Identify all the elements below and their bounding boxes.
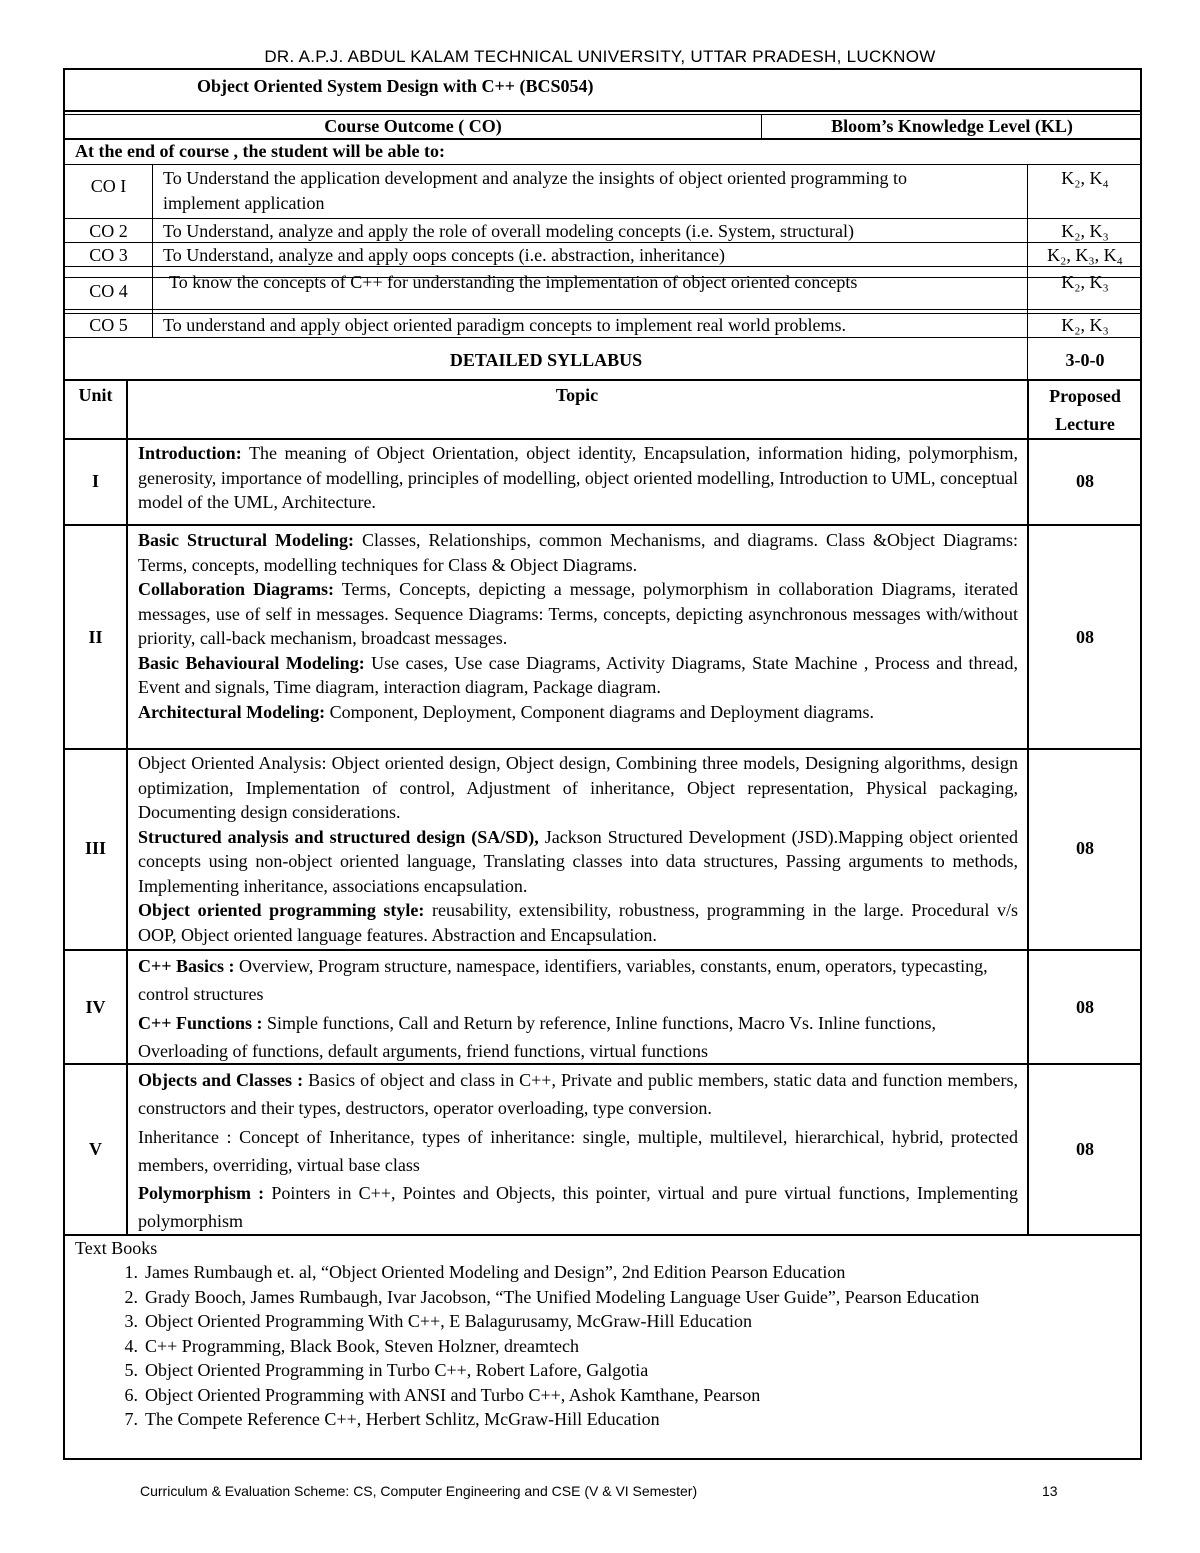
- text-books-heading: Text Books: [75, 1238, 158, 1258]
- unit-column-header: Unit: [78, 385, 113, 405]
- co-id: CO 5: [89, 315, 128, 335]
- unit-topics: [138, 1066, 1018, 1236]
- co-kl: K₂, K₃: [1061, 221, 1109, 241]
- unit-topics: [138, 528, 1018, 724]
- unit-number: V: [89, 1139, 102, 1159]
- co-id: CO I: [90, 176, 127, 196]
- ltp: 3-0-0: [1065, 350, 1105, 370]
- co-text: To Understand the application development and analyze the insights of object oriented programming to implement application: [163, 168, 908, 213]
- topic-paragraph: Objects and Classes : Basics of object and class in C++, Private and public members, static data and function members, constructors and their types, destructors, operator overloading, type conversion.: [138, 1070, 1018, 1119]
- unit-topics: [138, 441, 1018, 515]
- topic-paragraph: C++ Basics : Overview, Program structure, namespace, identifiers, variables, constants, enum, operators, typecasting, control structures: [138, 956, 988, 1005]
- topic-column-header: Topic: [555, 385, 599, 405]
- syllabus-heading: DETAILED SYLLABUS: [449, 350, 643, 370]
- co-text: To Understand, analyze and apply the role of overall modeling concepts (i.e. System, structural): [163, 221, 855, 241]
- topic-paragraph: C++ Functions : Simple functions, Call and Return by reference, Inline functions, Macro Vs. Inline functions, Overloading of functions, default arguments, friend functions, virtual functions: [138, 1012, 937, 1061]
- co-id: CO 4: [89, 281, 128, 301]
- topic-paragraph: Structured analysis and structured design (SA/SD), Jackson Structured Development (JSD).Mapping object oriented concepts using non-object oriented language, Translating classes into data structures, Passing arguments to methods, Implementing inheritance, associations encapsulation.: [138, 826, 1019, 896]
- page-footer: Curriculum & Evaluation Scheme: CS, Computer Engineering and CSE (V & VI Semester): [140, 1483, 698, 1499]
- lecture-column-header: Proposed Lecture: [1049, 386, 1121, 434]
- unit-lectures: 08: [1076, 471, 1094, 491]
- co-kl: K₂, K₄: [1061, 168, 1109, 188]
- co-kl: K₂, K₃: [1061, 315, 1109, 335]
- topic-paragraph: Architectural Modeling: Component, Deployment, Component diagrams and Deployment diagrams.: [138, 701, 875, 722]
- unit-number: II: [88, 627, 103, 647]
- unit-number: III: [84, 838, 106, 858]
- topic-paragraph: Object oriented programming style: reusability, extensibility, robustness, programming in the large. Procedural v/s OOP, Object oriented language features. Abstraction and Encapsulation.: [138, 900, 1018, 945]
- list-item: 1. James Rumbaugh et. al, “Object Oriented Modeling and Design”, 2nd Edition Pearson Education: [124, 1262, 846, 1282]
- co-text: To understand and apply object oriented paradigm concepts to implement real world problems.: [163, 315, 847, 335]
- topic-paragraph: Inheritance : Concept of Inheritance, types of inheritance: single, multiple, multilevel, hierarchical, hybrid, protected members, overriding, virtual base class: [138, 1126, 1018, 1175]
- unit-lectures: 08: [1076, 838, 1094, 858]
- list-item: 3. Object Oriented Programming With C++, E Balagurusamy, McGraw-Hill Education: [124, 1311, 752, 1331]
- topic-paragraph: Basic Behavioural Modeling: Use cases, Use case Diagrams, Activity Diagrams, State Machine , Process and thread, Event and signals, Time diagram, interaction diagram, Package diagram.: [138, 652, 1018, 697]
- co-intro: At the end of course , the student will be able to:: [75, 141, 445, 161]
- text-books-list: [65, 1260, 1065, 1432]
- syllabus-table: [63, 68, 1142, 1460]
- unit-topics: [138, 952, 1018, 1065]
- page-number: 13: [1042, 1483, 1058, 1499]
- list-item: 4. C++ Programming, Black Book, Steven Holzner, dreamtech: [124, 1335, 579, 1356]
- list-item: 2. Grady Booch, James Rumbaugh, Ivar Jacobson, “The Unified Modeling Language User Guide”, Pearson Education: [124, 1286, 980, 1307]
- university-header: DR. A.P.J. ABDUL KALAM TECHNICAL UNIVERSITY, UTTAR PRADESH, LUCKNOW: [264, 47, 936, 66]
- co-kl: K₂, K₃, K₄: [1047, 245, 1123, 265]
- co-kl: K₂, K₃: [1061, 272, 1109, 292]
- kl-column-header: Bloom’s Knowledge Level (KL): [831, 116, 1073, 136]
- co-column-header: Course Outcome ( CO): [324, 116, 502, 136]
- unit-lectures: 08: [1076, 1139, 1094, 1159]
- co-id: CO 3: [89, 245, 128, 265]
- unit-number: IV: [85, 997, 106, 1017]
- unit-number: I: [91, 471, 99, 491]
- topic-paragraph: Basic Structural Modeling: Classes, Relationships, common Mechanisms, and diagrams. Class &Object Diagrams: Terms, concepts, modelling techniques for Class & Object Diagrams.: [138, 530, 1018, 575]
- topic-paragraph: Polymorphism : Pointers in C++, Pointes and Objects, this pointer, virtual and pure virtual functions, Implementing polymorphism: [138, 1183, 1018, 1232]
- course-title: Object Oriented System Design with C++ (BCS054): [197, 76, 594, 96]
- co-id: CO 2: [89, 221, 128, 241]
- unit-lectures: 08: [1076, 627, 1094, 647]
- co-text: To Understand, analyze and apply oops concepts (i.e. abstraction, inheritance): [163, 245, 726, 265]
- co-text: To know the concepts of C++ for understanding the implementation of object oriented concepts: [169, 272, 858, 292]
- unit-topics: [138, 751, 1018, 947]
- list-item: 5. Object Oriented Programming in Turbo C++, Robert Lafore, Galgotia: [124, 1360, 649, 1380]
- unit-lectures: 08: [1076, 997, 1094, 1017]
- list-item: 7. The Compete Reference C++, Herbert Schlitz, McGraw-Hill Education: [124, 1409, 660, 1429]
- topic-paragraph: Object Oriented Analysis: Object oriented design, Object design, Combining three models, Designing algorithms, design optimization, Implementation of control, Adjustment of inheritance, Object representation, Physical packaging, Documenting design considerations.: [138, 753, 1018, 822]
- list-item: 6. Object Oriented Programming with ANSI and Turbo C++, Ashok Kamthane, Pearson: [124, 1384, 761, 1405]
- topic-paragraph: Introduction: The meaning of Object Orientation, object identity, Encapsulation, information hiding, polymorphism, generosity, importance of modelling, principles of modelling, object oriented modelling, Introduction to UML, conceptual model of the UML, Architecture.: [138, 443, 1018, 512]
- topic-paragraph: Collaboration Diagrams: Terms, Concepts, depicting a message, polymorphism in collaboration Diagrams, iterated messages, use of self in messages. Sequence Diagrams: Terms, concepts, depicting asynchronous messages with/without priority, call-back mechanism, broadcast messages.: [138, 579, 1018, 648]
